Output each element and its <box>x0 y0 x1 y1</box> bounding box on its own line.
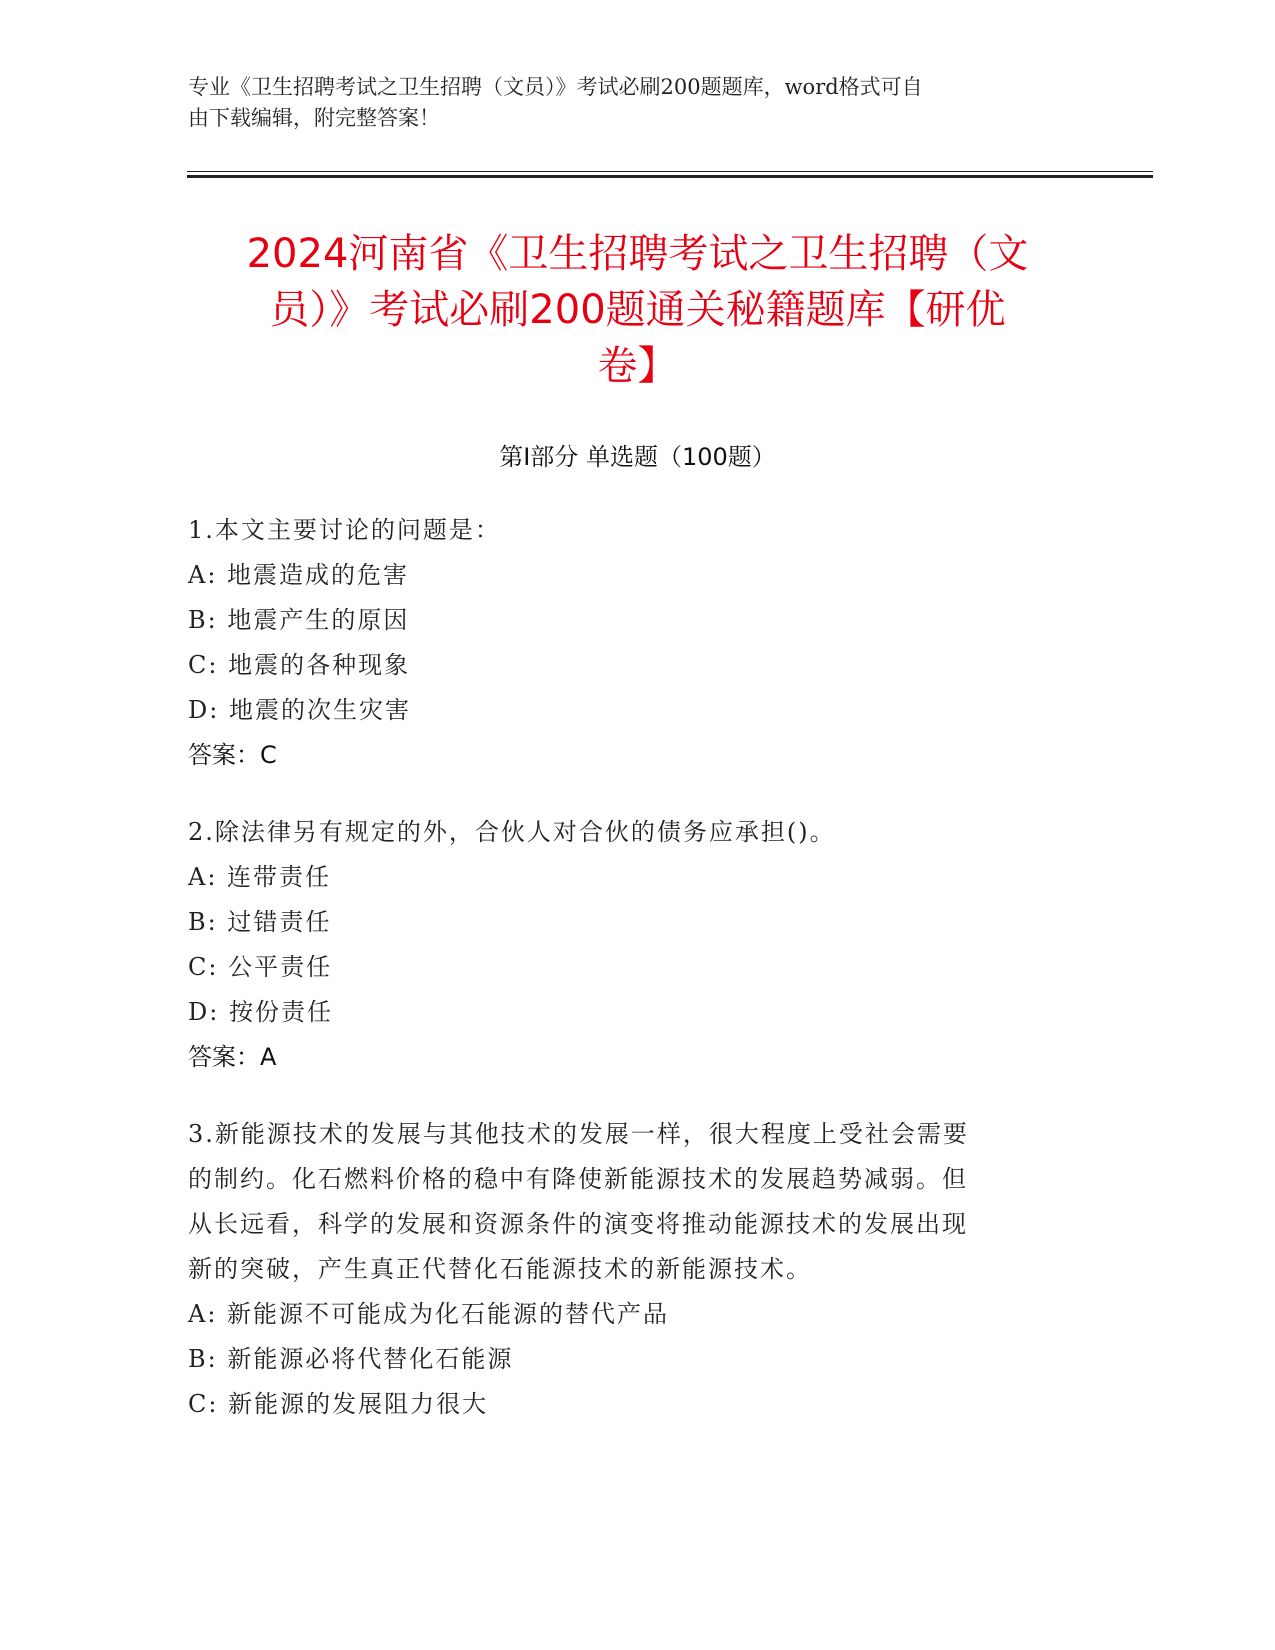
option-b: B: 过错责任 <box>188 908 332 936</box>
question-1 <box>188 508 1068 778</box>
question-stem-line: 的制约。化石燃料价格的稳中有降使新能源技术的发展趋势减弱。但 <box>188 1165 968 1193</box>
option-a: A: 新能源不可能成为化石能源的替代产品 <box>188 1300 670 1328</box>
question-stem: 2.除法律另有规定的外，合伙人对合伙的债务应承担()。 <box>188 818 836 846</box>
option-d: D: 地震的次生灾害 <box>188 696 411 724</box>
title-line: 员）》考试必刷200题通关秘籍题库【研优 <box>269 287 1006 333</box>
option-a: A: 地震造成的危害 <box>188 561 410 589</box>
question-stem-line: 3.新能源技术的发展与其他技术的发展一样，很大程度上受社会需要 <box>188 1120 969 1148</box>
title-line: 2024河南省《卫生招聘考试之卫生招聘（文 <box>246 231 1029 277</box>
header-note <box>188 72 1088 134</box>
option-d: D: 按份责任 <box>188 998 333 1026</box>
answer: 答案：A <box>188 1043 277 1071</box>
question-2 <box>188 810 1068 1080</box>
question-3 <box>188 1112 1068 1427</box>
option-c: C: 新能源的发展阻力很大 <box>188 1390 489 1418</box>
answer: 答案：C <box>188 741 277 769</box>
header-divider-thin <box>187 171 1153 172</box>
question-stem-line: 从长远看，科学的发展和资源条件的演变将推动能源技术的发展出现 <box>188 1210 968 1238</box>
header-divider-thick <box>187 175 1153 178</box>
document-title <box>170 226 1105 394</box>
question-stem: 1.本文主要讨论的问题是： <box>188 516 501 544</box>
option-c: C: 公平责任 <box>188 953 333 981</box>
header-note-line: 专业《卫生招聘考试之卫生招聘（文员）》考试必刷200题题库，word格式可自 <box>188 75 923 99</box>
question-stem-line: 新的突破，产生真正代替化石能源技术的新能源技术。 <box>188 1255 812 1283</box>
section-heading: 第Ⅰ部分 单选题（100题） <box>499 443 776 471</box>
option-a: A: 连带责任 <box>188 863 332 891</box>
header-note-line: 由下载编辑，附完整答案！ <box>188 106 440 130</box>
option-b: B: 新能源必将代替化石能源 <box>188 1345 514 1373</box>
option-b: B: 地震产生的原因 <box>188 606 410 634</box>
option-c: C: 地震的各种现象 <box>188 651 411 679</box>
title-line: 卷】 <box>597 343 678 389</box>
